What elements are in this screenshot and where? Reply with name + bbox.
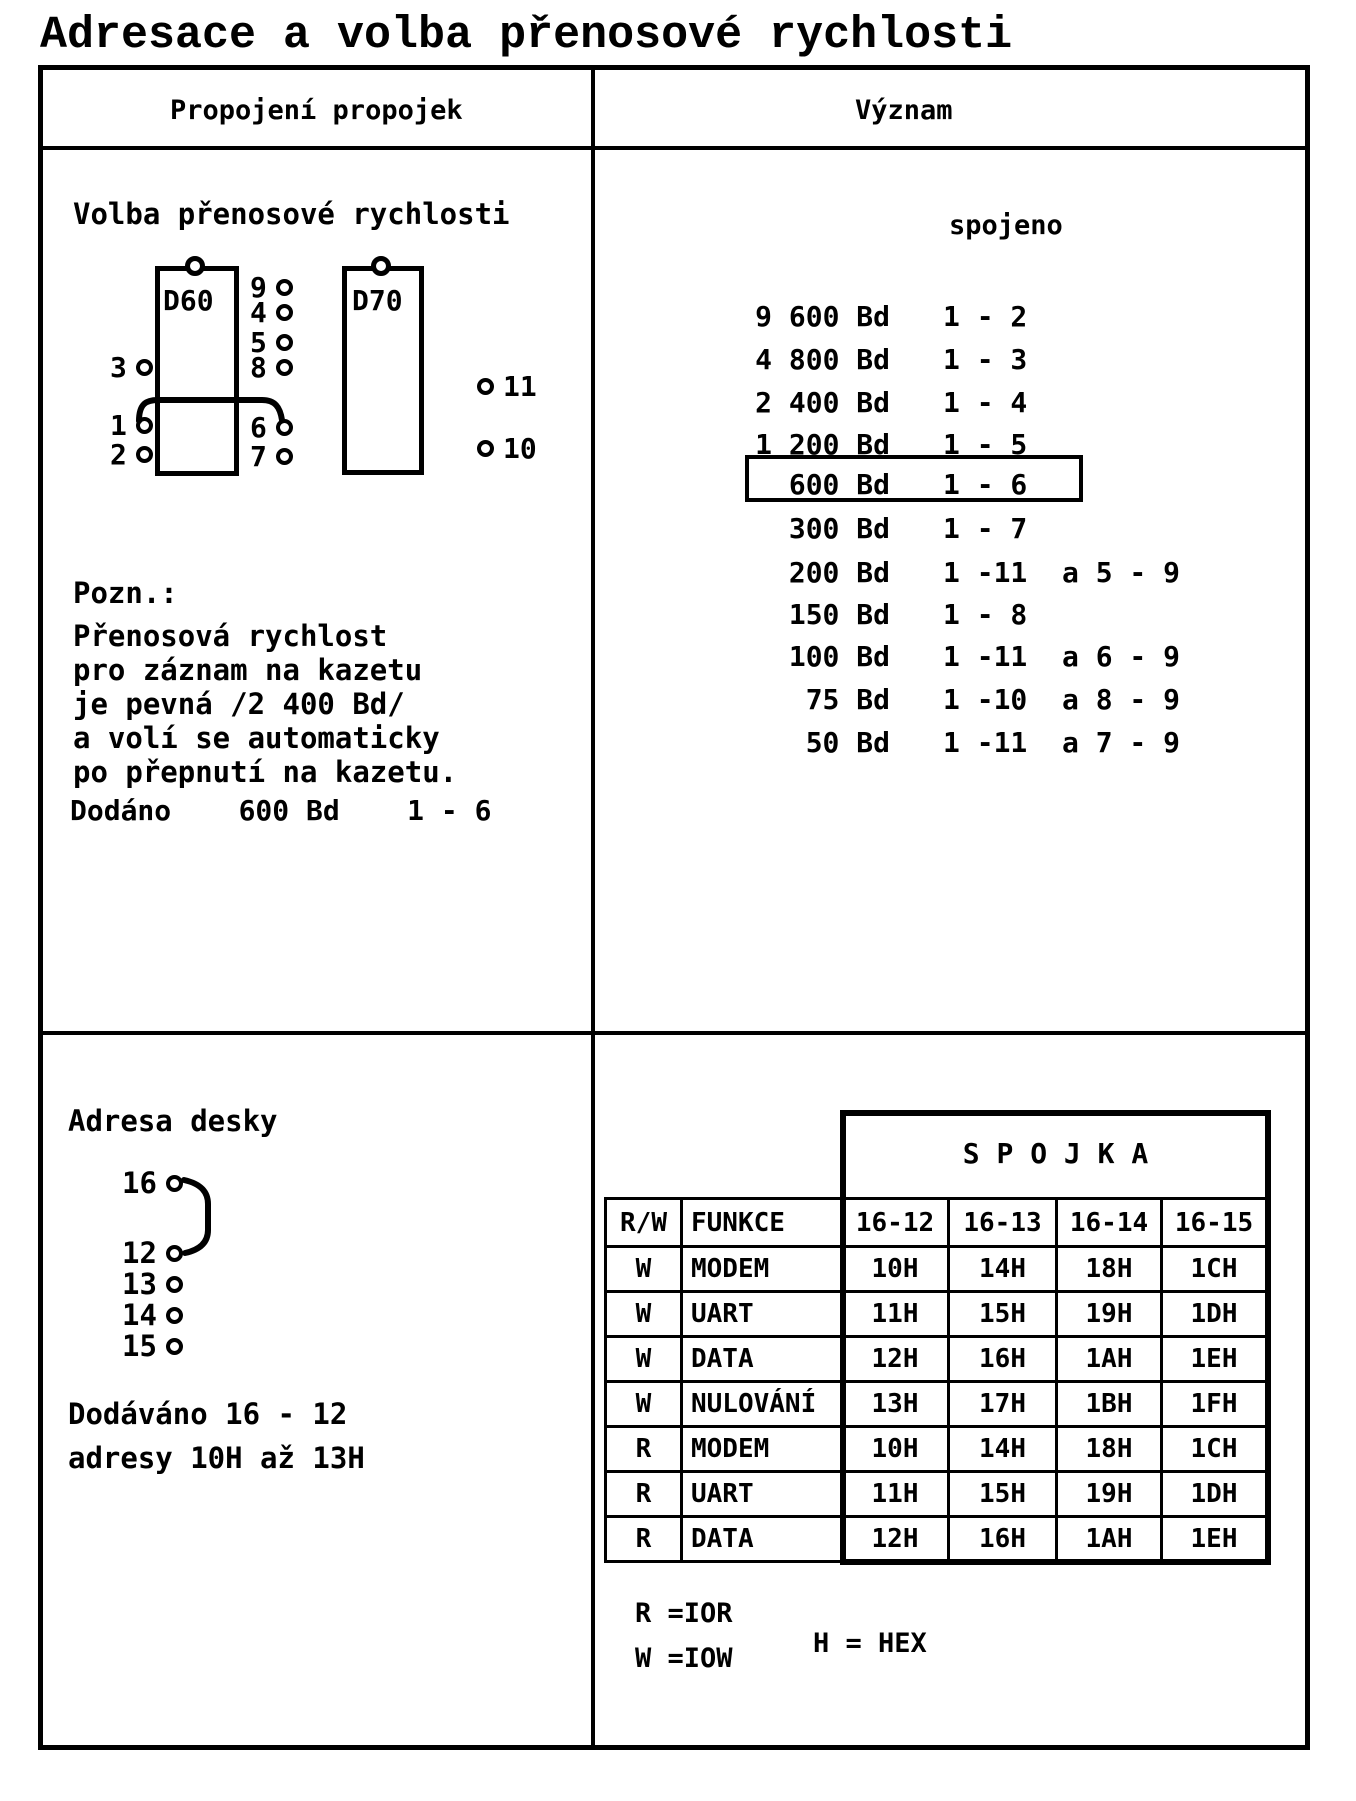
speed-heading: Volba přenosové rychlosti bbox=[73, 197, 510, 231]
baud-row bbox=[650, 343, 1190, 377]
pin-circle-icon bbox=[166, 1307, 183, 1324]
pin-number: 4 bbox=[250, 295, 267, 329]
header-row-divider bbox=[38, 146, 1310, 150]
baud-row bbox=[650, 598, 1190, 632]
note-line: a volí se automaticky bbox=[73, 721, 440, 755]
note-line: je pevná /2 400 Bd/ bbox=[73, 687, 405, 721]
address-pin-row-12 bbox=[122, 1238, 183, 1268]
pin-number: 6 bbox=[250, 410, 267, 444]
table-row bbox=[606, 1382, 1267, 1427]
adresy-line: adresy 10H až 13H bbox=[68, 1441, 365, 1475]
table-cell: 14H bbox=[949, 1247, 1057, 1292]
pin-number: 5 bbox=[250, 325, 267, 359]
table-cell: 18H bbox=[1057, 1247, 1162, 1292]
table-cell-funkce: DATA bbox=[682, 1337, 842, 1382]
baud-extra: a 5 - 9 bbox=[1062, 556, 1181, 589]
legend-r: R =IOR bbox=[635, 1598, 733, 1629]
chip-d60-notch-icon bbox=[185, 256, 205, 276]
baud-rate: 2 400 Bd bbox=[755, 386, 890, 419]
baud-jumper: 1 - 6 bbox=[943, 468, 1028, 501]
baud-rate: 4 800 Bd bbox=[755, 343, 890, 376]
table-cell: 19H bbox=[1057, 1472, 1162, 1517]
pin-circle-icon bbox=[477, 378, 494, 395]
pin-circle-icon bbox=[276, 279, 293, 296]
pin-number: 14 bbox=[122, 1298, 157, 1332]
note-line: pro záznam na kazetu bbox=[73, 653, 423, 687]
table-cell-rw: R bbox=[606, 1472, 682, 1517]
table-cell: 13H bbox=[842, 1382, 949, 1427]
column-header-left: Propojení propojek bbox=[170, 95, 463, 126]
table-cell: 1DH bbox=[1162, 1292, 1267, 1337]
spojka-label: S P O J K A bbox=[962, 1137, 1149, 1170]
column-header-right: Význam bbox=[855, 95, 953, 126]
pin-circle-icon bbox=[136, 446, 153, 463]
table-cell: 15H bbox=[949, 1472, 1057, 1517]
table-cell-rw: W bbox=[606, 1247, 682, 1292]
baud-jumper: 1 -11 bbox=[943, 640, 1028, 673]
pin-circle-icon bbox=[276, 419, 293, 436]
table-cell: 1EH bbox=[1162, 1337, 1267, 1382]
pin-number: 13 bbox=[122, 1267, 157, 1301]
note-line: po přepnutí na kazetu. bbox=[73, 755, 458, 789]
baud-rate: 150 Bd bbox=[788, 598, 890, 631]
table-cell: 12H bbox=[842, 1517, 949, 1562]
address-pin-row-15 bbox=[122, 1331, 183, 1361]
table-cell-funkce: MODEM bbox=[682, 1247, 842, 1292]
baud-jumper: 1 - 8 bbox=[943, 598, 1028, 631]
pin-row-8 bbox=[250, 352, 293, 382]
table-cell: 1AH bbox=[1057, 1517, 1162, 1562]
pin-circle-icon bbox=[166, 1175, 183, 1192]
table-cell: 19H bbox=[1057, 1292, 1162, 1337]
pin-circle-icon bbox=[166, 1338, 183, 1355]
address-pin-row-13 bbox=[122, 1269, 183, 1299]
pin-circle-icon bbox=[136, 417, 153, 434]
baud-row bbox=[650, 512, 1190, 546]
pin-row-10 bbox=[477, 433, 537, 463]
pin-row-6 bbox=[250, 412, 293, 442]
pin-circle-icon bbox=[477, 440, 494, 457]
address-heading: Adresa desky bbox=[68, 1104, 278, 1138]
table-row bbox=[606, 1517, 1267, 1562]
pin-number: 1 bbox=[110, 408, 127, 442]
baud-jumper: 1 - 3 bbox=[943, 343, 1028, 376]
chip-d70-label: D70 bbox=[352, 284, 403, 317]
table-cell: 1FH bbox=[1162, 1382, 1267, 1427]
pin-circle-icon bbox=[166, 1276, 183, 1293]
note-line: Přenosová rychlost bbox=[73, 619, 388, 653]
baud-jumper: 1 - 4 bbox=[943, 386, 1028, 419]
spojeno-label: spojeno bbox=[949, 210, 1063, 241]
table-cell-funkce: UART bbox=[682, 1472, 842, 1517]
baud-rate: 100 Bd bbox=[788, 640, 890, 673]
baud-row-selected bbox=[650, 468, 1190, 502]
table-header-cell: FUNKCE bbox=[682, 1199, 842, 1247]
baud-row bbox=[650, 640, 1190, 674]
baud-extra: a 7 - 9 bbox=[1062, 726, 1181, 759]
baud-rate: 300 Bd bbox=[788, 512, 890, 545]
note-heading: Pozn.: bbox=[73, 576, 178, 610]
table-header-cell: 16-15 bbox=[1162, 1199, 1267, 1247]
pin-number: 11 bbox=[503, 369, 537, 403]
pin-row-11 bbox=[477, 371, 537, 401]
table-header-cell: 16-12 bbox=[842, 1199, 949, 1247]
table-row bbox=[606, 1472, 1267, 1517]
pin-row-4 bbox=[250, 297, 293, 327]
column-divider bbox=[591, 65, 595, 1750]
baud-jumper: 1 - 2 bbox=[943, 300, 1028, 333]
table-cell: 1EH bbox=[1162, 1517, 1267, 1562]
baud-row bbox=[650, 300, 1190, 334]
pin-number: 2 bbox=[110, 437, 127, 471]
table-cell: 10H bbox=[842, 1247, 949, 1292]
pin-row-2 bbox=[110, 439, 153, 469]
baud-row bbox=[650, 556, 1190, 590]
table-cell: 11H bbox=[842, 1292, 949, 1337]
section-divider bbox=[38, 1031, 1310, 1035]
pin-number: 7 bbox=[250, 439, 267, 473]
page-title: Adresace a volba přenosové rychlosti bbox=[40, 10, 1013, 61]
table-row bbox=[606, 1337, 1267, 1382]
table-cell: 1CH bbox=[1162, 1427, 1267, 1472]
baud-jumper: 1 -11 bbox=[943, 726, 1028, 759]
legend-w: W =IOW bbox=[635, 1643, 733, 1674]
table-cell: 1AH bbox=[1057, 1337, 1162, 1382]
table-cell: 18H bbox=[1057, 1427, 1162, 1472]
baud-extra: a 8 - 9 bbox=[1062, 683, 1181, 716]
table-cell: 10H bbox=[842, 1427, 949, 1472]
baud-rate: 50 Bd bbox=[805, 726, 890, 759]
baud-row bbox=[650, 726, 1190, 760]
pin-circle-icon bbox=[136, 359, 153, 376]
table-cell: 1DH bbox=[1162, 1472, 1267, 1517]
table-cell-rw: W bbox=[606, 1292, 682, 1337]
baud-rate: 600 Bd bbox=[788, 468, 890, 501]
pin-circle-icon bbox=[276, 448, 293, 465]
address-table bbox=[604, 1197, 1268, 1563]
baud-row bbox=[650, 683, 1190, 717]
baud-jumper: 1 -10 bbox=[943, 683, 1028, 716]
baud-jumper: 1 -11 bbox=[943, 556, 1028, 589]
pin-number: 15 bbox=[122, 1329, 157, 1363]
pin-number: 8 bbox=[250, 350, 267, 384]
table-cell-rw: R bbox=[606, 1427, 682, 1472]
table-cell: 15H bbox=[949, 1292, 1057, 1337]
table-cell: 1BH bbox=[1057, 1382, 1162, 1427]
address-pin-row-14 bbox=[122, 1300, 183, 1330]
table-row bbox=[606, 1427, 1267, 1472]
dodavano-line: Dodáváno 16 - 12 bbox=[68, 1397, 348, 1431]
pin-number: 3 bbox=[110, 350, 127, 384]
table-cell-funkce: DATA bbox=[682, 1517, 842, 1562]
table-cell: 17H bbox=[949, 1382, 1057, 1427]
pin-circle-icon bbox=[276, 359, 293, 376]
table-cell-rw: W bbox=[606, 1382, 682, 1427]
baud-jumper: 1 - 7 bbox=[943, 512, 1028, 545]
table-cell: 12H bbox=[842, 1337, 949, 1382]
table-row bbox=[606, 1247, 1267, 1292]
table-cell: 16H bbox=[949, 1337, 1057, 1382]
table-cell-rw: R bbox=[606, 1517, 682, 1562]
baud-rate: 200 Bd bbox=[788, 556, 890, 589]
table-cell-funkce: MODEM bbox=[682, 1427, 842, 1472]
baud-rate: 1 200 Bd bbox=[755, 428, 890, 461]
baud-extra: a 6 - 9 bbox=[1062, 640, 1181, 673]
baud-row bbox=[650, 428, 1190, 462]
table-cell: 16H bbox=[949, 1517, 1057, 1562]
pin-number: 9 bbox=[250, 270, 267, 304]
pin-number: 10 bbox=[503, 431, 537, 465]
dodano-line: Dodáno 600 Bd 1 - 6 bbox=[70, 794, 492, 827]
table-cell: 1CH bbox=[1162, 1247, 1267, 1292]
table-header-cell: 16-14 bbox=[1057, 1199, 1162, 1247]
table-cell-funkce: NULOVÁNÍ bbox=[682, 1382, 842, 1427]
chip-d60-label: D60 bbox=[163, 284, 214, 317]
baud-rate: 9 600 Bd bbox=[755, 300, 890, 333]
table-cell: 14H bbox=[949, 1427, 1057, 1472]
pin-number: 12 bbox=[122, 1236, 157, 1270]
table-header-cell: 16-13 bbox=[949, 1199, 1057, 1247]
pin-row-1 bbox=[110, 410, 153, 440]
table-row bbox=[606, 1292, 1267, 1337]
baud-row bbox=[650, 386, 1190, 420]
table-header-row bbox=[606, 1199, 1267, 1247]
pin-circle-icon bbox=[276, 334, 293, 351]
pin-row-3 bbox=[110, 352, 153, 382]
address-pin-row-16 bbox=[122, 1168, 183, 1198]
table-header-cell: R/W bbox=[606, 1199, 682, 1247]
chip-d70-notch-icon bbox=[371, 256, 391, 276]
pin-row-7 bbox=[250, 441, 293, 471]
pin-circle-icon bbox=[276, 304, 293, 321]
baud-rate: 75 Bd bbox=[805, 683, 890, 716]
table-cell-rw: W bbox=[606, 1337, 682, 1382]
legend-h: H = HEX bbox=[813, 1628, 927, 1659]
table-cell-funkce: UART bbox=[682, 1292, 842, 1337]
pin-circle-icon bbox=[166, 1245, 183, 1262]
table-cell: 11H bbox=[842, 1472, 949, 1517]
baud-jumper: 1 - 5 bbox=[943, 428, 1028, 461]
pin-number: 16 bbox=[122, 1166, 157, 1200]
